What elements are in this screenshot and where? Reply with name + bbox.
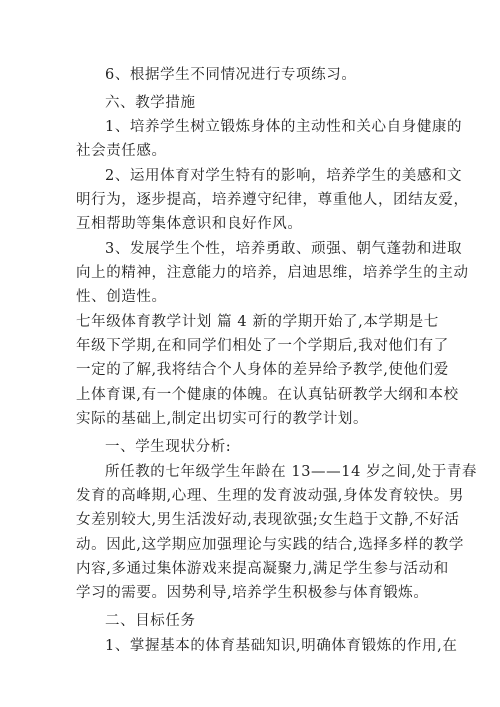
text-line: 年级下学期,在和同学们相处了一个学期后,我对他们有了 (76, 338, 449, 354)
text-line: 所任教的七年级学生年龄在 13——14 岁之间,处于青春 (105, 464, 478, 480)
text-line: 一定的了解,我将结合个人身体的差异给予教学,使他们爱 (76, 362, 449, 378)
text-line: 动。因此,这学期应加强理论与实践的结合,选择多样的教学 (76, 537, 464, 553)
text-line: 6、根据学生不同情况进行专项练习。 (105, 67, 357, 83)
text-line: 互相帮助等集体意识和良好作风。 (76, 216, 303, 232)
text-line: 社会责任感。 (76, 143, 167, 159)
section-heading: 一、学生现状分析: (105, 439, 232, 455)
section-heading: 六、教学措施 (105, 95, 196, 111)
text-line: 上体育课,有一个健康的体魄。在认真钻研教学大纲和本校 (76, 387, 459, 403)
section-heading: 二、目标任务 (105, 613, 196, 629)
text-line: 实际的基础上,制定出切实可行的教学计划。 (76, 411, 369, 427)
text-line: 1、掌握基本的体育基础知识,明确体育锻炼的作用,在 (105, 638, 458, 654)
text-line: 3、发展学生个性，培养勇敢、顽强、朝气蓬勃和进取 (105, 241, 463, 257)
text-line: 发育的高峰期,心理、生理的发育波动强,身体发育较快。男 (76, 488, 464, 504)
text-line: 2、运用体育对学生特有的影响，培养学生的美感和文 (105, 168, 463, 184)
text-line: 1、培养学生树立锻炼身体的主动性和关心自身健康的 (105, 119, 463, 135)
text-line: 女差别较大,男生活泼好动,表现欲强;女生趋于文静,不好活 (76, 512, 460, 528)
text-line: 向上的精神，注意能力的培养，启迪思维，培养学生的主动 (76, 265, 469, 281)
text-line: 明行为，逐步提高，培养遵守纪律，尊重他人，团结友爱， (76, 192, 469, 208)
text-line: 性、创造性。 (76, 289, 167, 305)
text-line: 学习的需要。因势利导,培养学生积极参与体育锻炼。 (76, 585, 429, 601)
text-line: 内容,多通过集体游戏来提高凝聚力,满足学生参与活动和 (76, 561, 449, 577)
section-title-line: 七年级体育教学计划 篇 4 新的学期开始了,本学期是七 (76, 314, 439, 330)
